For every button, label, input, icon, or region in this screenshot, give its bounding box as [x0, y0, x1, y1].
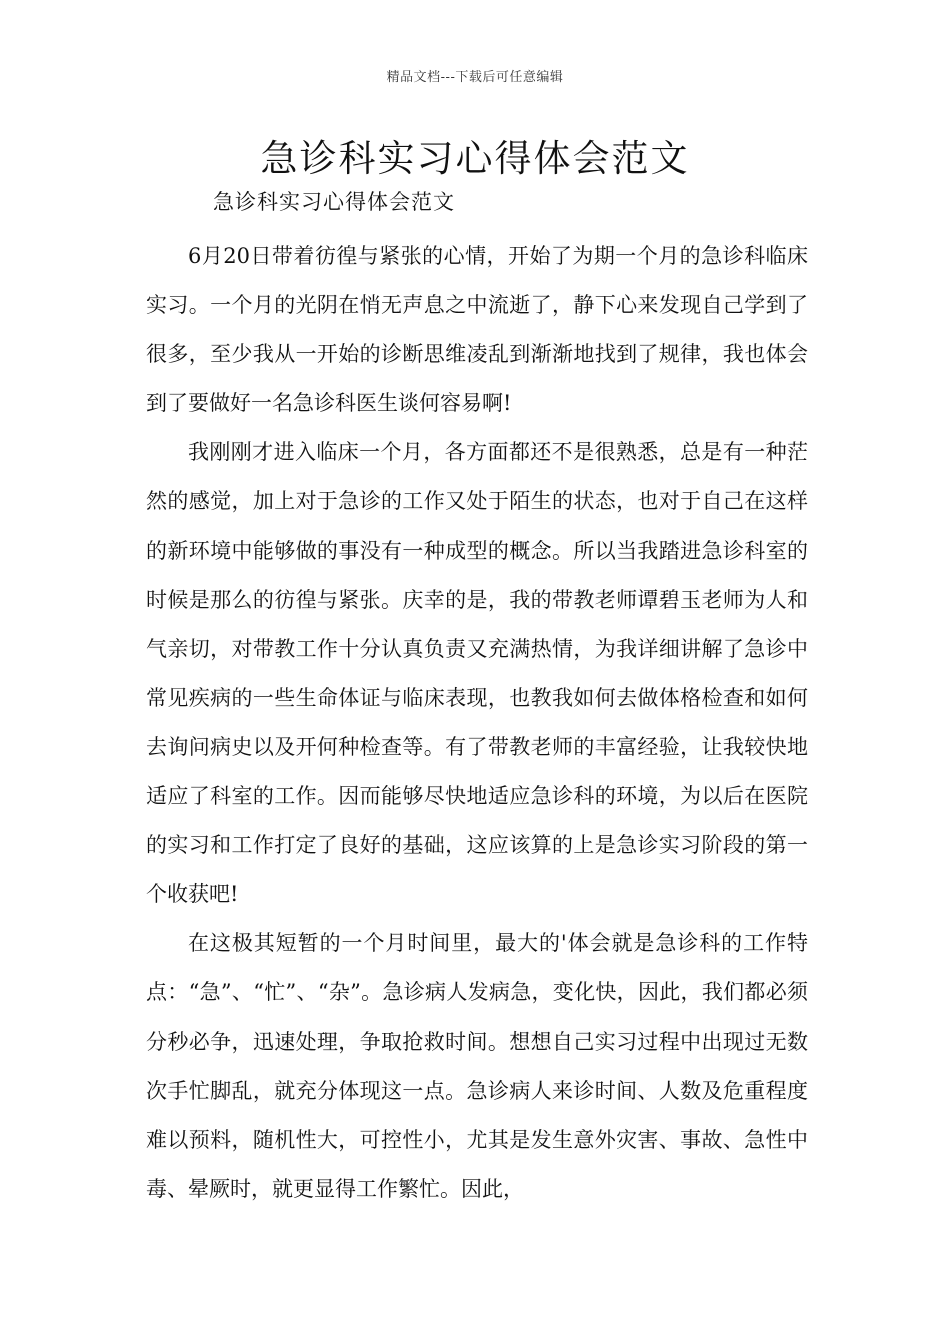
- document-subtitle: 急诊科实习心得体会范文: [213, 190, 455, 214]
- paragraph: 我刚刚才进入临床一个月，各方面都还不是很熟悉，总是有一种茫然的感觉，加上对于急诊的工作又处于陌生的状态，也对于自己在这样的新环境中能够做的事没有一种成型的概念。所以当我踏进急诊科室的时候是那么的彷徨与紧张。庆幸的是，我的带教老师谭碧玉老师为人和气亲切，对带教工作十分认真负责又充满热情，为我详细讲解了急诊中常见疾病的一些生命体证与临床表现，也教我如何去做体格检查和如何去询问病史以及开何种检查等。有了带教老师的丰富经验，让我较快地适应了科室的工作。因而能够尽快地适应急诊科的环境，为以后在医院的实习和工作打定了良好的基础，这应该算的上是急诊实习阶段的第一个收获吧!: [146, 440, 808, 907]
- paragraph: 在这极其短暂的一个月时间里，最大的'体会就是急诊科的工作特点：“急”、“忙”、“杂”。急诊病人发病急，变化快，因此，我们都必须分秒必争，迅速处理，争取抢救时间。想想自己实习过程中出现过无数次手忙脚乱，就充分体现这一点。急诊病人来诊时间、人数及危重程度难以预料，随机性大，可控性小，尤其是发生意外灾害、事故、急性中毒、晕厥时，就更显得工作繁忙。因此，: [146, 931, 808, 1201]
- document-title: 急诊科实习心得体会范文: [260, 137, 690, 180]
- paragraph: 6月20日带着彷徨与紧张的心情，开始了为期一个月的急诊科临床实习。一个月的光阴在悄无声息之中流逝了，静下心来发现自己学到了很多，至少我从一开始的诊断思维凌乱到渐渐地找到了规律，我也体会到了要做好一名急诊科医生谈何容易啊!: [146, 244, 808, 416]
- page-header: 精品文档---下载后可任意编辑: [386, 70, 564, 85]
- document-body: [146, 232, 808, 1214]
